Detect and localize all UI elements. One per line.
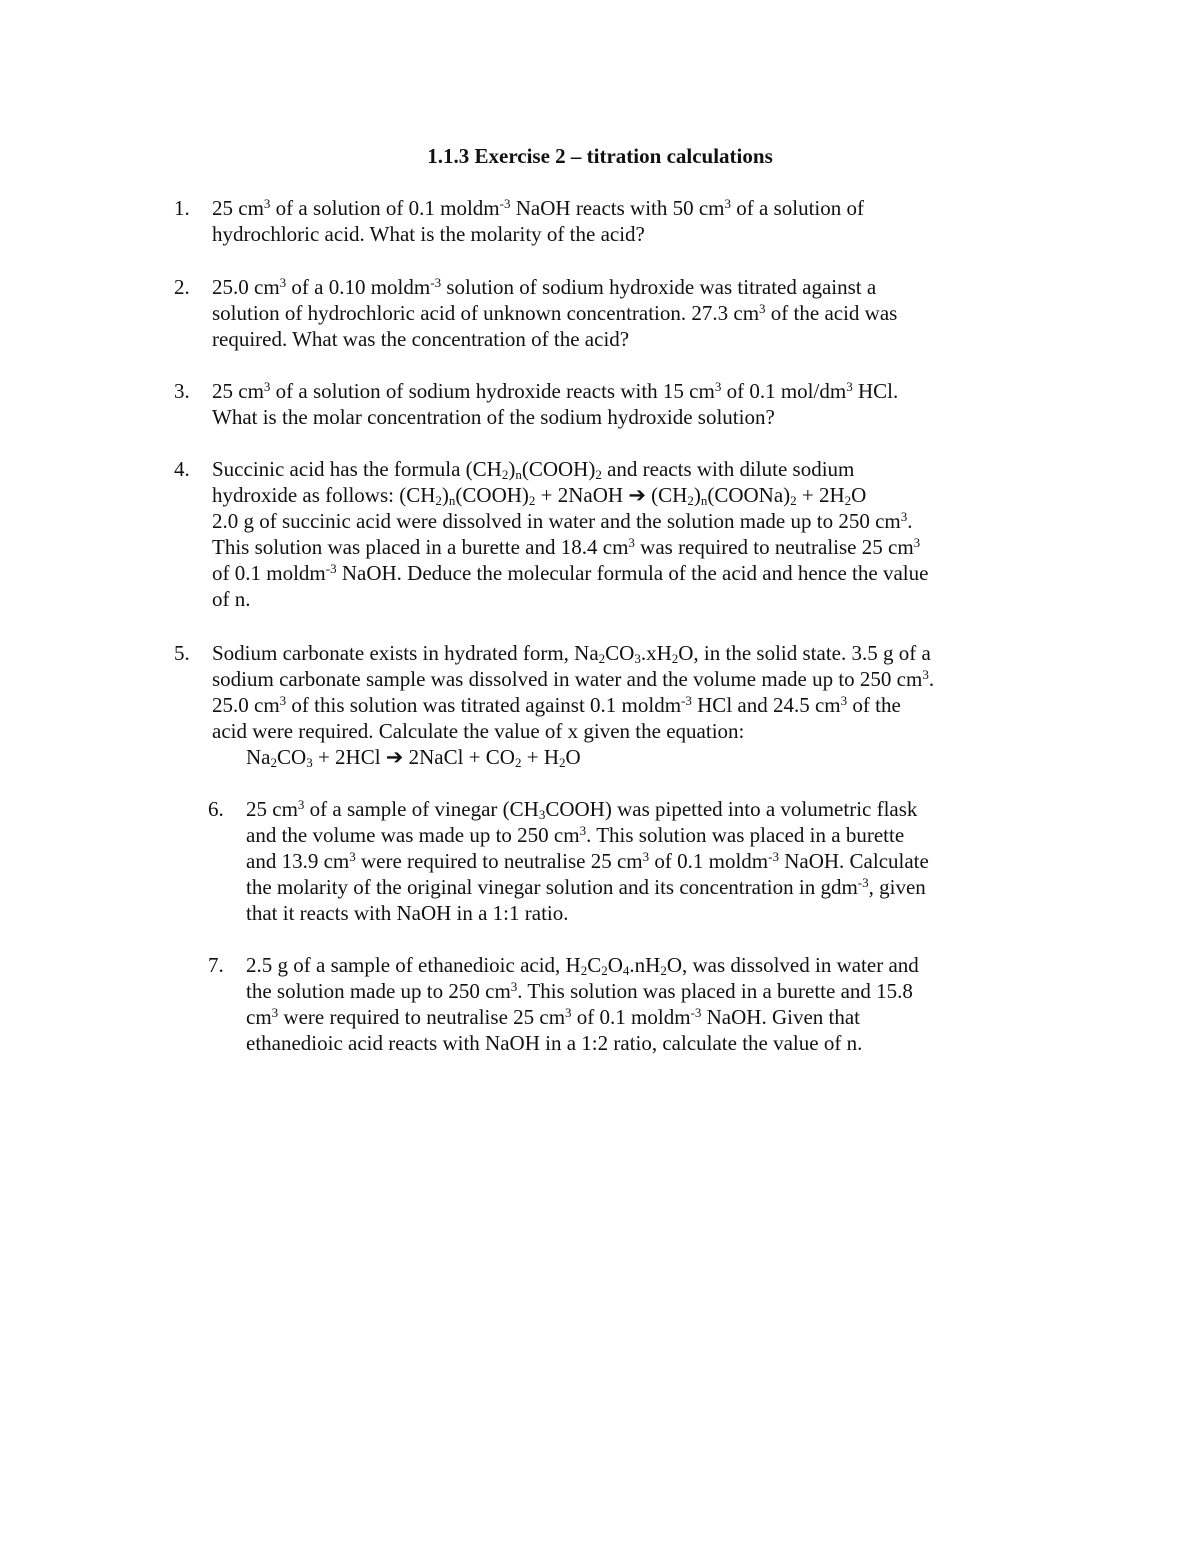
question-7 bbox=[208, 952, 1036, 1056]
chemical-equation: $Na_2CO_3 + 2HCl$ ➔ 2NaCl + $CO_2 + H_2O$ bbox=[246, 745, 581, 770]
question-line: solution of hydrochloric acid of unknown concentration. 27.3 $cm^3$ of the acid was bbox=[212, 301, 898, 325]
question-line: 25.0 $cm^3$ of a 0.10 moldm$^{-3}$ solution of sodium hydroxide was titrated against a bbox=[212, 275, 877, 299]
question-number: 6. bbox=[208, 797, 224, 821]
question-4 bbox=[174, 456, 1042, 612]
question-number: 3. bbox=[174, 379, 190, 403]
question-5 bbox=[174, 640, 1042, 770]
question-line: hydrochloric acid. What is the molarity of the acid? bbox=[212, 222, 645, 246]
question-line: $cm^3$ were required to neutralise 25 $cm^3$ of 0.1 moldm$^{-3}$ NaOH. Given that bbox=[246, 1005, 861, 1029]
question-number: 7. bbox=[208, 953, 224, 977]
question-number: 1. bbox=[174, 196, 190, 220]
question-number: 4. bbox=[174, 457, 190, 481]
question-line: ethanedioic acid reacts with NaOH in a 1:2 ratio, calculate the value of n. bbox=[246, 1031, 863, 1055]
question-number: 5. bbox=[174, 641, 190, 665]
question-line: 25 $cm^3$ of a sample of vinegar $(CH_3COOH)$ was pipetted into a volumetric flask bbox=[246, 797, 918, 822]
question-line: sodium carbonate sample was dissolved in water and the volume made up to 250 $cm^3$. bbox=[212, 667, 935, 691]
question-line: that it reacts with NaOH in a 1:1 ratio. bbox=[246, 901, 569, 925]
question-number: 2. bbox=[174, 275, 190, 299]
question-line: and 13.9 $cm^3$ were required to neutralise 25 $cm^3$ of 0.1 moldm$^{-3}$ NaOH. Calculate bbox=[246, 849, 929, 873]
question-line: hydroxide as follows: $(CH_2)_n(COOH)_2$ + 2NaOH ➔ $(CH_2)_n(COONa)_2 + 2H_2O$ bbox=[212, 483, 867, 508]
question-line: 2.0 g of succinic acid were dissolved in water and the solution made up to 250 $cm^3$. bbox=[212, 509, 913, 533]
question-line: Succinic acid has the formula $(CH_2)_n(COOH)_2$ and reacts with dilute sodium bbox=[212, 457, 855, 482]
page-title: 1.1.3 Exercise 2 – titration calculations bbox=[427, 144, 773, 168]
question-line: 25 $cm^3$ of a solution of sodium hydroxide reacts with 15 $cm^3$ of 0.1 mol/$dm^3$ HCl. bbox=[212, 379, 899, 403]
question-line: the solution made up to 250 $cm^3$. This solution was placed in a burette and 15.8 bbox=[246, 979, 913, 1003]
question-line: acid were required. Calculate the value of x given the equation: bbox=[212, 719, 745, 743]
question-line: the molarity of the original vinegar solution and its concentration in gdm$^{-3}$, given bbox=[246, 875, 926, 899]
question-line: of n. bbox=[212, 587, 251, 611]
question-2 bbox=[174, 274, 1042, 352]
question-6 bbox=[208, 796, 1036, 926]
question-line: of 0.1 moldm$^{-3}$ NaOH. Deduce the molecular formula of the acid and hence the value bbox=[212, 561, 929, 585]
question-line: This solution was placed in a burette and 18.4 $cm^3$ was required to neutralise 25 $cm^3$ bbox=[212, 535, 921, 559]
question-line: and the volume was made up to 250 $cm^3$. This solution was placed in a burette bbox=[246, 823, 905, 847]
question-1 bbox=[174, 195, 1042, 247]
question-line: 25.0 $cm^3$ of this solution was titrated against 0.1 moldm$^{-3}$ HCl and 24.5 $cm^3$ of the bbox=[212, 693, 901, 717]
question-3 bbox=[174, 378, 1042, 430]
question-line: Sodium carbonate exists in hydrated form, $Na_2CO_3.xH_2O$, in the solid state. 3.5 g of a bbox=[212, 641, 931, 666]
question-line: required. What was the concentration of the acid? bbox=[212, 327, 630, 351]
question-line: 25 $cm^3$ of a solution of 0.1 moldm$^{-3}$ NaOH reacts with 50 $cm^3$ of a solution of bbox=[212, 196, 865, 220]
question-line: 2.5 g of a sample of ethanedioic acid, $H_2C_2O_4.nH_2O$, was dissolved in water and bbox=[246, 953, 919, 978]
question-line: What is the molar concentration of the sodium hydroxide solution? bbox=[212, 405, 775, 429]
